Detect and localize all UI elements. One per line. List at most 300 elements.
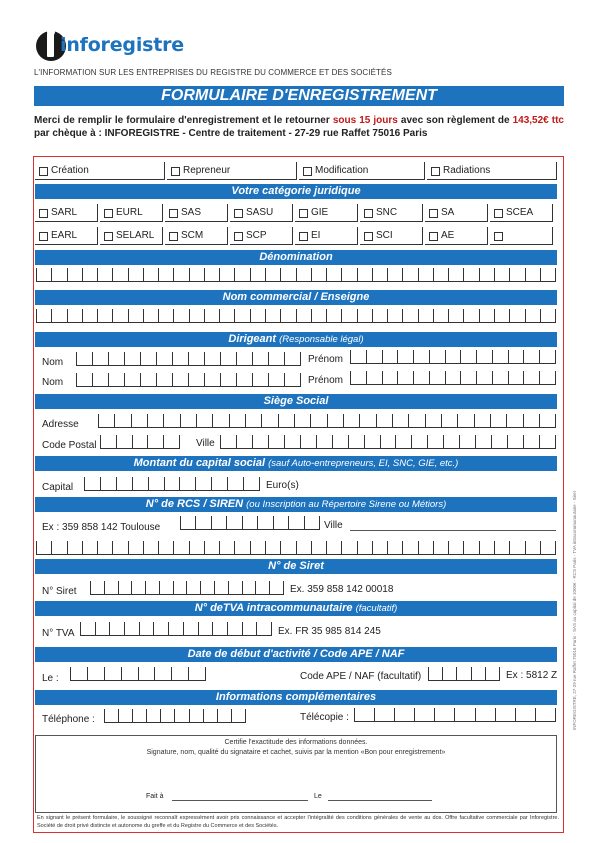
char-box[interactable]	[539, 350, 556, 364]
char-box[interactable]	[387, 541, 402, 555]
char-box[interactable]	[539, 414, 556, 428]
char-box[interactable]	[128, 268, 143, 282]
char-box[interactable]	[256, 622, 272, 636]
char-box[interactable]	[227, 477, 243, 491]
char-box[interactable]	[376, 414, 392, 428]
checkbox-icon[interactable]	[429, 232, 438, 241]
char-box[interactable]	[457, 414, 473, 428]
char-box[interactable]	[172, 352, 188, 366]
checkbox-icon[interactable]	[303, 167, 312, 176]
char-box[interactable]	[156, 352, 172, 366]
char-box[interactable]	[525, 541, 540, 555]
char-box[interactable]	[118, 581, 132, 595]
char-box[interactable]	[492, 350, 508, 364]
char-box[interactable]	[434, 708, 454, 722]
tva-boxes[interactable]	[80, 622, 272, 636]
rcs-ville-boxes[interactable]	[36, 541, 556, 555]
char-box[interactable]	[311, 268, 326, 282]
char-box[interactable]	[494, 268, 509, 282]
char-box[interactable]	[143, 541, 158, 555]
char-box[interactable]	[124, 622, 139, 636]
char-box[interactable]	[364, 435, 380, 449]
char-box[interactable]	[280, 309, 295, 323]
char-box[interactable]	[515, 708, 535, 722]
char-box[interactable]	[204, 309, 219, 323]
char-box[interactable]	[476, 371, 492, 385]
char-box[interactable]	[189, 309, 204, 323]
char-box[interactable]	[108, 373, 124, 387]
char-box[interactable]	[104, 581, 118, 595]
checkbox-cat-2-0[interactable]: EARL	[35, 227, 98, 245]
char-box[interactable]	[414, 708, 434, 722]
checkbox-icon[interactable]	[39, 167, 48, 176]
telephone-boxes[interactable]	[104, 709, 246, 723]
char-box[interactable]	[189, 268, 204, 282]
char-box[interactable]	[506, 414, 522, 428]
char-box[interactable]	[82, 268, 97, 282]
char-box[interactable]	[139, 622, 154, 636]
char-box[interactable]	[132, 435, 148, 449]
char-box[interactable]	[212, 414, 228, 428]
checkbox-cat-2-5[interactable]: SCI	[360, 227, 423, 245]
char-box[interactable]	[479, 268, 494, 282]
checkbox-cat-1-4[interactable]: GIE	[295, 204, 358, 222]
char-box[interactable]	[408, 414, 424, 428]
char-box[interactable]	[288, 516, 303, 530]
char-box[interactable]	[90, 581, 104, 595]
checkbox-icon[interactable]	[39, 209, 48, 218]
char-box[interactable]	[366, 371, 382, 385]
char-box[interactable]	[70, 667, 87, 681]
char-box[interactable]	[67, 541, 82, 555]
char-box[interactable]	[124, 373, 140, 387]
checkbox-cat-2-2[interactable]: SCM	[165, 227, 228, 245]
char-box[interactable]	[445, 371, 461, 385]
char-box[interactable]	[442, 667, 456, 681]
char-box[interactable]	[402, 268, 417, 282]
char-box[interactable]	[327, 414, 343, 428]
char-box[interactable]	[397, 371, 413, 385]
char-box[interactable]	[310, 414, 326, 428]
char-box[interactable]	[186, 581, 200, 595]
char-box[interactable]	[268, 435, 284, 449]
char-box[interactable]	[92, 352, 108, 366]
char-box[interactable]	[67, 309, 82, 323]
char-box[interactable]	[148, 477, 164, 491]
char-box[interactable]	[540, 541, 556, 555]
char-box[interactable]	[128, 309, 143, 323]
char-box[interactable]	[109, 622, 124, 636]
char-box[interactable]	[156, 373, 172, 387]
char-box[interactable]	[479, 541, 494, 555]
char-box[interactable]	[341, 268, 356, 282]
checkbox-modification[interactable]: Modification	[299, 162, 425, 180]
char-box[interactable]	[112, 541, 127, 555]
char-box[interactable]	[433, 268, 448, 282]
char-box[interactable]	[250, 541, 265, 555]
char-box[interactable]	[163, 414, 179, 428]
checkbox-cat-1-2[interactable]: SAS	[165, 204, 228, 222]
char-box[interactable]	[341, 541, 356, 555]
checkbox-creation[interactable]: Création	[35, 162, 165, 180]
char-box[interactable]	[97, 309, 112, 323]
char-box[interactable]	[204, 268, 219, 282]
char-box[interactable]	[382, 371, 398, 385]
char-box[interactable]	[509, 268, 524, 282]
char-box[interactable]	[387, 309, 402, 323]
char-box[interactable]	[203, 709, 217, 723]
checkbox-repreneur[interactable]: Repreneur	[167, 162, 297, 180]
char-box[interactable]	[171, 667, 188, 681]
checkbox-cat-2-4[interactable]: EI	[295, 227, 358, 245]
char-box[interactable]	[153, 622, 168, 636]
char-box[interactable]	[138, 667, 155, 681]
char-box[interactable]	[84, 477, 100, 491]
checkbox-icon[interactable]	[104, 209, 113, 218]
char-box[interactable]	[116, 477, 132, 491]
char-box[interactable]	[311, 309, 326, 323]
char-box[interactable]	[180, 516, 195, 530]
char-box[interactable]	[311, 541, 326, 555]
char-box[interactable]	[189, 709, 203, 723]
char-box[interactable]	[131, 581, 145, 595]
checkbox-icon[interactable]	[364, 209, 373, 218]
char-box[interactable]	[189, 541, 204, 555]
char-box[interactable]	[413, 350, 429, 364]
char-box[interactable]	[471, 667, 485, 681]
date-boxes[interactable]	[70, 667, 206, 681]
char-box[interactable]	[243, 477, 260, 491]
char-box[interactable]	[219, 309, 234, 323]
char-box[interactable]	[116, 435, 132, 449]
char-box[interactable]	[474, 414, 490, 428]
char-box[interactable]	[226, 516, 241, 530]
char-box[interactable]	[204, 352, 220, 366]
char-box[interactable]	[261, 414, 277, 428]
char-box[interactable]	[252, 435, 268, 449]
char-box[interactable]	[540, 268, 556, 282]
char-box[interactable]	[392, 414, 408, 428]
checkbox-cat-2-3[interactable]: SCP	[230, 227, 293, 245]
char-box[interactable]	[463, 309, 478, 323]
char-box[interactable]	[507, 435, 523, 449]
char-box[interactable]	[220, 435, 236, 449]
char-box[interactable]	[316, 435, 332, 449]
char-box[interactable]	[413, 371, 429, 385]
char-box[interactable]	[252, 352, 268, 366]
siret-boxes[interactable]	[90, 581, 284, 595]
char-box[interactable]	[158, 268, 173, 282]
char-box[interactable]	[332, 435, 348, 449]
char-box[interactable]	[269, 581, 284, 595]
nom-boxes-1[interactable]	[76, 352, 301, 366]
char-box[interactable]	[539, 435, 556, 449]
adresse-boxes[interactable]	[98, 414, 556, 428]
char-box[interactable]	[268, 373, 284, 387]
char-box[interactable]	[250, 309, 265, 323]
char-box[interactable]	[242, 516, 257, 530]
char-box[interactable]	[140, 373, 156, 387]
char-box[interactable]	[234, 541, 249, 555]
char-box[interactable]	[188, 373, 204, 387]
char-box[interactable]	[242, 581, 256, 595]
char-box[interactable]	[236, 435, 252, 449]
char-box[interactable]	[143, 309, 158, 323]
char-box[interactable]	[104, 667, 121, 681]
char-box[interactable]	[97, 268, 112, 282]
char-box[interactable]	[354, 708, 374, 722]
char-box[interactable]	[82, 309, 97, 323]
char-box[interactable]	[523, 350, 539, 364]
char-box[interactable]	[402, 309, 417, 323]
char-box[interactable]	[284, 373, 301, 387]
char-box[interactable]	[231, 709, 246, 723]
char-box[interactable]	[343, 414, 359, 428]
char-box[interactable]	[492, 371, 508, 385]
char-box[interactable]	[394, 708, 414, 722]
char-box[interactable]	[121, 667, 138, 681]
char-box[interactable]	[250, 268, 265, 282]
char-box[interactable]	[108, 352, 124, 366]
char-box[interactable]	[418, 268, 433, 282]
char-box[interactable]	[460, 350, 476, 364]
char-box[interactable]	[236, 373, 252, 387]
char-box[interactable]	[112, 268, 127, 282]
char-box[interactable]	[158, 309, 173, 323]
char-box[interactable]	[173, 268, 188, 282]
checkbox-icon[interactable]	[169, 232, 178, 241]
char-box[interactable]	[118, 709, 132, 723]
checkbox-cat-1-0[interactable]: SARL	[35, 204, 98, 222]
checkbox-icon[interactable]	[39, 232, 48, 241]
char-box[interactable]	[114, 414, 130, 428]
char-box[interactable]	[104, 709, 118, 723]
checkbox-icon[interactable]	[169, 209, 178, 218]
char-box[interactable]	[173, 581, 187, 595]
char-box[interactable]	[357, 268, 372, 282]
char-box[interactable]	[159, 581, 173, 595]
char-box[interactable]	[479, 309, 494, 323]
char-box[interactable]	[428, 667, 442, 681]
checkbox-icon[interactable]	[429, 209, 438, 218]
checkbox-icon[interactable]	[234, 209, 243, 218]
char-box[interactable]	[539, 371, 556, 385]
char-box[interactable]	[525, 309, 540, 323]
char-box[interactable]	[475, 708, 495, 722]
char-box[interactable]	[490, 414, 506, 428]
char-box[interactable]	[294, 414, 310, 428]
char-box[interactable]	[427, 435, 443, 449]
char-box[interactable]	[448, 268, 463, 282]
char-box[interactable]	[212, 622, 227, 636]
char-box[interactable]	[198, 622, 213, 636]
char-box[interactable]	[372, 268, 387, 282]
char-box[interactable]	[195, 516, 210, 530]
char-box[interactable]	[454, 708, 474, 722]
checkbox-cat-1-5[interactable]: SNC	[360, 204, 423, 222]
char-box[interactable]	[402, 541, 417, 555]
char-box[interactable]	[476, 350, 492, 364]
char-box[interactable]	[460, 371, 476, 385]
checkbox-icon[interactable]	[494, 232, 503, 241]
char-box[interactable]	[296, 268, 311, 282]
checkbox-radiations[interactable]: Radiations	[427, 162, 557, 180]
ape-boxes[interactable]	[428, 667, 500, 681]
char-box[interactable]	[188, 667, 206, 681]
checkbox-icon[interactable]	[171, 167, 180, 176]
char-box[interactable]	[475, 435, 491, 449]
checkbox-cat-2-7[interactable]	[490, 227, 553, 245]
char-box[interactable]	[441, 414, 457, 428]
rcs-boxes[interactable]	[180, 516, 320, 530]
char-box[interactable]	[211, 477, 227, 491]
char-box[interactable]	[131, 414, 147, 428]
char-box[interactable]	[196, 414, 212, 428]
char-box[interactable]	[143, 268, 158, 282]
char-box[interactable]	[82, 541, 97, 555]
char-box[interactable]	[257, 516, 272, 530]
char-box[interactable]	[268, 352, 284, 366]
char-box[interactable]	[100, 477, 116, 491]
char-box[interactable]	[147, 435, 163, 449]
ville-boxes[interactable]	[220, 435, 556, 449]
char-box[interactable]	[36, 268, 51, 282]
char-box[interactable]	[100, 435, 116, 449]
char-box[interactable]	[382, 350, 398, 364]
char-box[interactable]	[183, 622, 198, 636]
char-box[interactable]	[357, 541, 372, 555]
char-box[interactable]	[348, 435, 364, 449]
char-box[interactable]	[265, 268, 280, 282]
char-box[interactable]	[523, 414, 539, 428]
char-box[interactable]	[179, 477, 195, 491]
char-box[interactable]	[87, 667, 104, 681]
char-box[interactable]	[265, 309, 280, 323]
nom-commercial-boxes[interactable]	[36, 309, 556, 323]
char-box[interactable]	[188, 352, 204, 366]
telecopie-boxes[interactable]	[354, 708, 556, 722]
char-box[interactable]	[173, 309, 188, 323]
char-box[interactable]	[242, 622, 257, 636]
char-box[interactable]	[92, 373, 108, 387]
char-box[interactable]	[397, 350, 413, 364]
char-box[interactable]	[284, 352, 301, 366]
char-box[interactable]	[168, 622, 183, 636]
char-box[interactable]	[200, 581, 214, 595]
denomination-boxes[interactable]	[36, 268, 556, 282]
char-box[interactable]	[265, 541, 280, 555]
char-box[interactable]	[395, 435, 411, 449]
char-box[interactable]	[164, 477, 180, 491]
char-box[interactable]	[220, 352, 236, 366]
char-box[interactable]	[67, 268, 82, 282]
char-box[interactable]	[158, 541, 173, 555]
char-box[interactable]	[357, 309, 372, 323]
char-box[interactable]	[433, 541, 448, 555]
prenom-boxes-2[interactable]	[350, 371, 556, 385]
char-box[interactable]	[173, 541, 188, 555]
char-box[interactable]	[229, 414, 245, 428]
char-box[interactable]	[359, 414, 375, 428]
char-box[interactable]	[372, 541, 387, 555]
char-box[interactable]	[485, 667, 500, 681]
char-box[interactable]	[374, 708, 394, 722]
char-box[interactable]	[234, 268, 249, 282]
char-box[interactable]	[172, 373, 188, 387]
char-box[interactable]	[51, 541, 66, 555]
char-box[interactable]	[495, 708, 515, 722]
char-box[interactable]	[124, 352, 140, 366]
char-box[interactable]	[97, 541, 112, 555]
char-box[interactable]	[525, 268, 540, 282]
char-box[interactable]	[350, 371, 366, 385]
char-box[interactable]	[304, 516, 320, 530]
char-box[interactable]	[296, 541, 311, 555]
char-box[interactable]	[217, 709, 231, 723]
char-box[interactable]	[147, 414, 163, 428]
char-box[interactable]	[326, 309, 341, 323]
checkbox-cat-2-1[interactable]: SELARL	[100, 227, 163, 245]
char-box[interactable]	[508, 350, 524, 364]
char-box[interactable]	[463, 541, 478, 555]
char-box[interactable]	[509, 309, 524, 323]
char-box[interactable]	[280, 541, 295, 555]
checkbox-cat-1-3[interactable]: SASU	[230, 204, 293, 222]
char-box[interactable]	[252, 373, 268, 387]
rcs-ville-line[interactable]	[350, 530, 556, 531]
char-box[interactable]	[350, 350, 366, 364]
char-box[interactable]	[326, 268, 341, 282]
char-box[interactable]	[448, 309, 463, 323]
checkbox-cat-1-7[interactable]: SCEA	[490, 204, 553, 222]
char-box[interactable]	[227, 622, 242, 636]
char-box[interactable]	[95, 622, 110, 636]
char-box[interactable]	[296, 309, 311, 323]
char-box[interactable]	[245, 414, 261, 428]
char-box[interactable]	[418, 309, 433, 323]
char-box[interactable]	[411, 435, 427, 449]
char-box[interactable]	[341, 309, 356, 323]
char-box[interactable]	[494, 309, 509, 323]
fait-line[interactable]	[172, 800, 308, 801]
char-box[interactable]	[98, 414, 114, 428]
char-box[interactable]	[180, 414, 196, 428]
char-box[interactable]	[145, 581, 159, 595]
char-box[interactable]	[51, 268, 66, 282]
char-box[interactable]	[211, 516, 226, 530]
char-box[interactable]	[429, 371, 445, 385]
checkbox-icon[interactable]	[104, 232, 113, 241]
char-box[interactable]	[456, 667, 470, 681]
char-box[interactable]	[280, 268, 295, 282]
char-box[interactable]	[255, 581, 269, 595]
char-box[interactable]	[146, 709, 160, 723]
char-box[interactable]	[80, 622, 95, 636]
char-box[interactable]	[523, 371, 539, 385]
char-box[interactable]	[132, 477, 148, 491]
char-box[interactable]	[219, 541, 234, 555]
checkbox-icon[interactable]	[299, 209, 308, 218]
capital-boxes[interactable]	[84, 477, 260, 491]
char-box[interactable]	[380, 435, 396, 449]
checkbox-icon[interactable]	[431, 167, 440, 176]
checkbox-icon[interactable]	[364, 232, 373, 241]
char-box[interactable]	[154, 667, 171, 681]
char-box[interactable]	[204, 373, 220, 387]
char-box[interactable]	[234, 309, 249, 323]
char-box[interactable]	[300, 435, 316, 449]
char-box[interactable]	[372, 309, 387, 323]
